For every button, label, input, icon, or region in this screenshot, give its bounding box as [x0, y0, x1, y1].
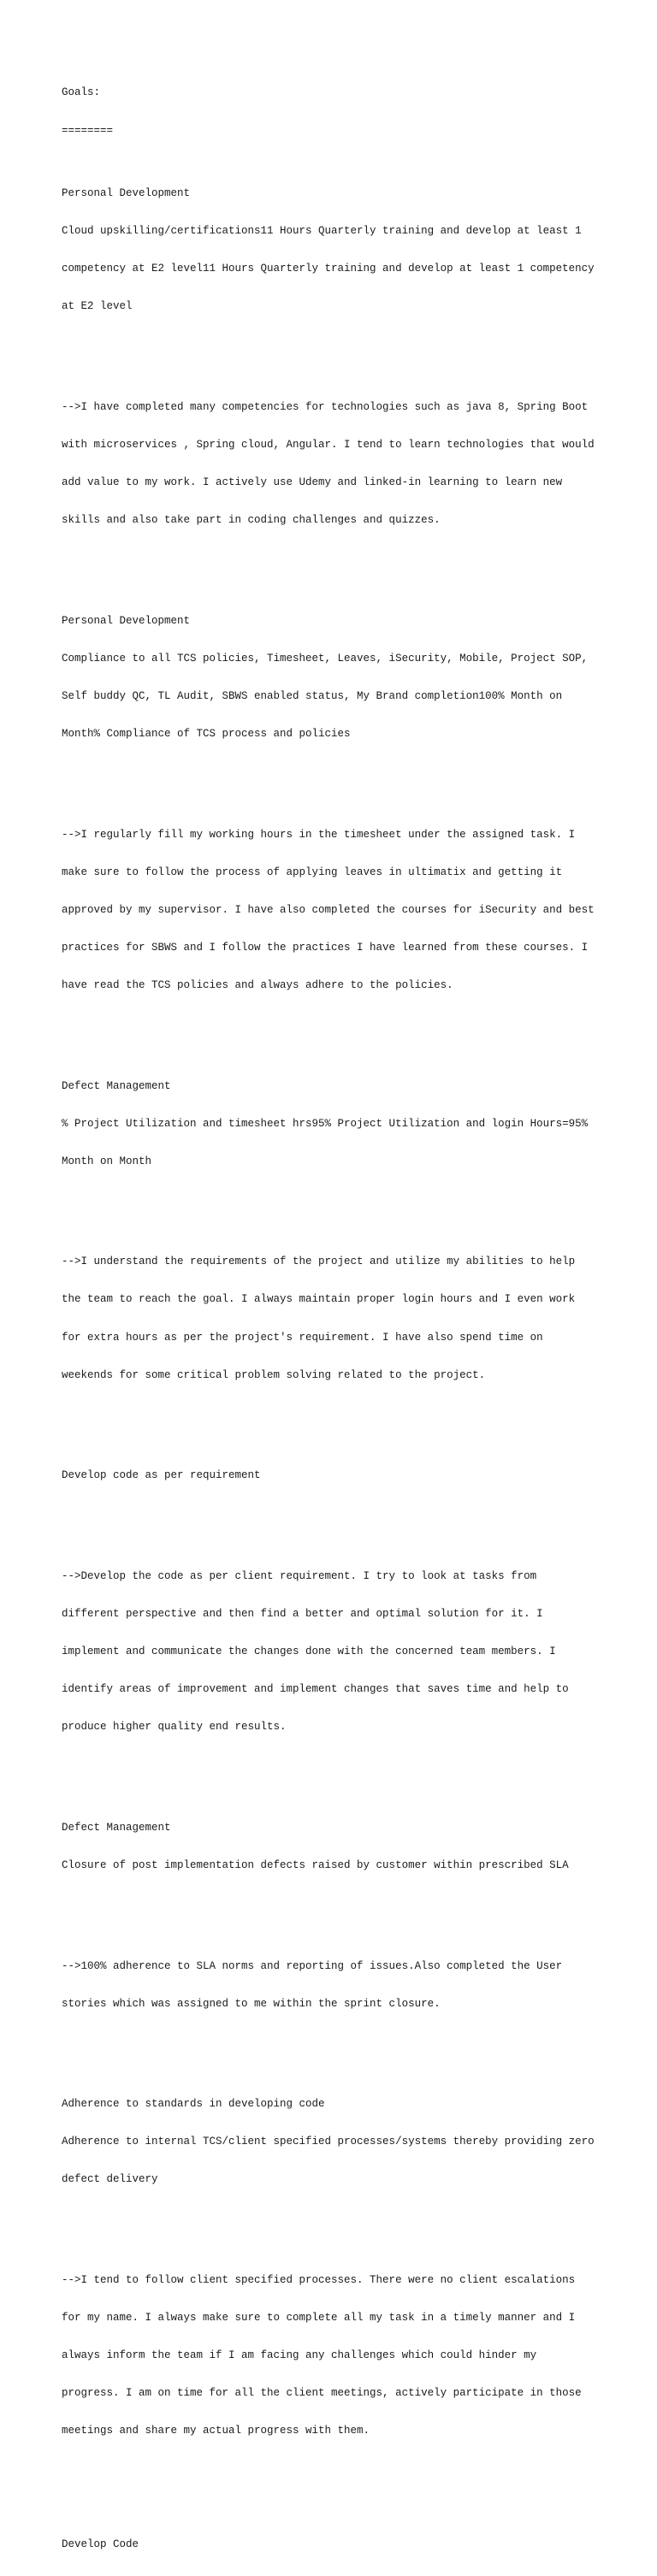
section-text: Month on Month: [62, 1155, 152, 1167]
section-text: at E2 level: [62, 300, 133, 313]
paragraph-gap: [62, 1193, 609, 1206]
response-text: with microservices , Spring cloud, Angular. I tend to learn technologies that would: [62, 438, 595, 451]
response-text: identify areas of improvement and implement changes that saves time and help to: [62, 1683, 569, 1696]
document-body: [62, 62, 609, 2576]
section-heading: Personal Development: [62, 187, 191, 199]
paragraph-gap: [62, 1407, 609, 1420]
paragraph-gap: [62, 765, 609, 778]
paragraph-gap: [62, 2462, 609, 2500]
response-text: stories which was assigned to me within the sprint closure.: [62, 1997, 441, 2010]
section-text: Closure of post implementation defects raised by customer within prescribed SLA: [62, 1858, 569, 1871]
paragraph-gap: [62, 2035, 609, 2048]
response-text: implement and communicate the changes done with the concerned team members. I: [62, 1645, 556, 1658]
response-text: for my name. I always make sure to complete all my task in a timely manner and I: [62, 2312, 576, 2325]
response-text: -->Develop the code as per client requirement. I try to look at tasks from: [62, 1569, 537, 1582]
response-text: weekends for some critical problem solving related to the project.: [62, 1368, 486, 1381]
section-text: % Project Utilization and timesheet hrs95% Project Utilization and login Hours=95%: [62, 1117, 589, 1130]
section-heading: Develop code as per requirement: [62, 1469, 261, 1482]
section-heading: Personal Development: [62, 614, 191, 627]
response-text: the team to reach the goal. I always maintain proper login hours and I even work: [62, 1293, 576, 1306]
response-text: practices for SBWS and I follow the practices I have learned from these courses. I: [62, 941, 589, 954]
section-text: competency at E2 level11 Hours Quarterly training and develop at least 1 competency: [62, 263, 595, 275]
paragraph-gap: [62, 338, 609, 351]
response-text: -->100% adherence to SLA norms and reporting of issues.Also completed the User: [62, 1959, 563, 1972]
section-text: Self buddy QC, TL Audit, SBWS enabled status, My Brand completion100% Month on: [62, 689, 563, 702]
response-text: make sure to follow the process of applying leaves in ultimatix and getting it: [62, 866, 563, 878]
response-text: skills and also take part in coding challenges and quizzes.: [62, 514, 441, 527]
section-heading: Adherence to standards in developing code: [62, 2098, 325, 2111]
paragraph-gap: [62, 1017, 609, 1030]
paragraph-gap: [62, 1897, 609, 1910]
response-text: add value to my work. I actively use Udemy and linked-in learning to learn new: [62, 476, 563, 489]
goals-underline: ========: [62, 124, 114, 137]
final-heading: Develop Code: [62, 2538, 139, 2550]
goals-heading: Goals:: [62, 86, 101, 99]
response-text: always inform the team if I am facing any challenges which could hinder my: [62, 2349, 537, 2362]
section-heading: Defect Management: [62, 1821, 171, 1834]
response-text: for extra hours as per the project's requirement. I have also spend time on: [62, 1331, 543, 1344]
response-text: progress. I am on time for all the client meetings, actively participate in those: [62, 2387, 582, 2400]
response-text: -->I have completed many competencies for technologies such as java 8, Spring Boot: [62, 400, 589, 413]
section-text: Adherence to internal TCS/client specified processes/systems thereby providing zero: [62, 2136, 595, 2148]
response-text: have read the TCS policies and always adhere to the policies.: [62, 979, 453, 991]
section-heading: Defect Management: [62, 1079, 171, 1092]
response-text: meetings and share my actual progress with them.: [62, 2425, 370, 2437]
paragraph-gap: [62, 1758, 609, 1771]
response-text: -->I tend to follow client specified processes. There were no client escalations: [62, 2273, 576, 2286]
response-text: produce higher quality end results.: [62, 1721, 287, 1734]
paragraph-gap: [62, 552, 609, 564]
section-text: Month% Compliance of TCS process and policies: [62, 728, 351, 741]
section-text: Cloud upskilling/certifications11 Hours Quarterly training and develop at least 1: [62, 225, 582, 238]
response-text: different perspective and then find a better and optimal solution for it. I: [62, 1607, 543, 1620]
section-text: Compliance to all TCS policies, Timesheet, Leaves, iSecurity, Mobile, Project SOP,: [62, 652, 589, 665]
paragraph-gap: [62, 2211, 609, 2224]
section-text: defect delivery: [62, 2173, 158, 2186]
paragraph-gap: [62, 1507, 609, 1520]
response-text: -->I regularly fill my working hours in the timesheet under the assigned task. I: [62, 828, 576, 841]
response-text: -->I understand the requirements of the project and utilize my abilities to help: [62, 1256, 576, 1268]
response-text: approved by my supervisor. I have also completed the courses for iSecurity and best: [62, 903, 595, 916]
